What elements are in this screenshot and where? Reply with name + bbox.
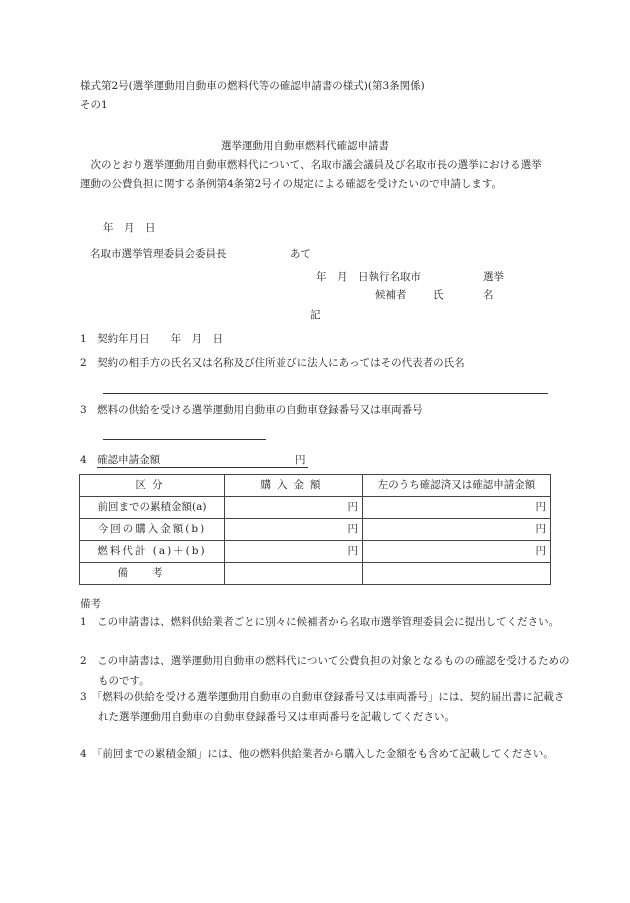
notes-title: 備考: [80, 598, 101, 610]
table-row: [80, 497, 551, 519]
table-header-row: [80, 475, 551, 497]
table-header-purchase-amount: 購入金額: [225, 475, 363, 497]
row-remarks-amount[interactable]: [225, 563, 363, 585]
form-part-label: その1: [80, 99, 108, 111]
note-item: 4 「前回までの累積金額」には、他の燃料供給業者から購入した金額をも含めて記載してください。: [80, 748, 554, 760]
table-header-confirmed-amount: 左のうち確認済又は確認申請金額: [363, 475, 551, 497]
row-label-total: 燃料代計 (a)＋(b): [80, 541, 225, 563]
row-label-remarks: 備考: [80, 563, 225, 585]
row-current-confirmed[interactable]: 円: [363, 519, 551, 541]
document-title: 選挙運動用自動車燃料代確認申請書: [221, 140, 389, 152]
item-requested-amount-unit: 円: [295, 454, 306, 466]
row-remarks-confirmed[interactable]: [363, 563, 551, 585]
fuel-amount-table: [79, 474, 551, 585]
table-row: [80, 563, 551, 585]
candidate-label: 候補者: [375, 289, 407, 301]
note-item: 1 この申請書は、燃料供給業者ごとに別々に候補者から名取市選挙管理委員会に提出してください。: [80, 616, 560, 628]
intro-paragraph: 次のとおり選挙運動用自動車燃料代について、名取市議会議員及び名取市長の選挙における選挙運動の公費負担に関する条例第4条第2号イの規定による確認を受けたいので申請します。: [80, 159, 542, 190]
election-suffix: 選挙: [483, 271, 504, 283]
row-total-amount[interactable]: 円: [225, 541, 363, 563]
row-cumulative-amount[interactable]: 円: [225, 497, 363, 519]
table-header-category: 区分: [80, 475, 225, 497]
addressee-suffix: あて: [290, 248, 311, 260]
item-contract-date: 1 契約年月日 年 月 日: [80, 333, 224, 345]
row-current-amount[interactable]: 円: [225, 519, 363, 541]
item-vehicle-number: 3 燃料の供給を受ける選挙運動用自動車の自動車登録番号又は車両番号: [80, 404, 423, 416]
row-label-cumulative: 前回までの累積金額(a): [80, 497, 225, 519]
name-label-second: 名: [483, 289, 494, 301]
row-total-confirmed[interactable]: 円: [363, 541, 551, 563]
note-item: 2 この申請書は、選挙運動用自動車の燃料代について公費負担の対象となるものの確認を受けるためのものです。: [80, 655, 570, 687]
vehicle-number-blank-line: [103, 439, 266, 440]
addressee-name: 名取市選挙管理委員会委員長: [90, 248, 227, 260]
row-cumulative-confirmed[interactable]: 円: [363, 497, 551, 519]
table-row: [80, 519, 551, 541]
contract-party-blank-line: [103, 393, 548, 394]
application-date: 年 月 日: [103, 222, 156, 234]
ki-marker: 記: [310, 309, 321, 321]
name-label-first: 氏: [433, 289, 444, 301]
requested-amount-underline: [97, 467, 308, 468]
item-requested-amount-label: 4 確認申請金額: [80, 454, 161, 466]
item-contract-party: 2 契約の相手方の氏名又は名称及び住所並びに法人にあってはその代表者の氏名: [80, 357, 465, 369]
form-number-line: 様式第2号(選挙運動用自動車の燃料代等の確認申請書の様式)(第3条関係): [80, 80, 425, 92]
election-date-line: 年 月 日執行名取市: [316, 271, 421, 283]
row-label-current: 今回の購入金額(b): [80, 519, 225, 541]
note-item: 3 「燃料の供給を受ける選挙運動用自動車の自動車登録番号又は車両番号」には、契約届出書に記載された選挙運動用自動車の自動車登録番号又は車両番号を記載してください。: [80, 691, 565, 723]
table-row: [80, 541, 551, 563]
